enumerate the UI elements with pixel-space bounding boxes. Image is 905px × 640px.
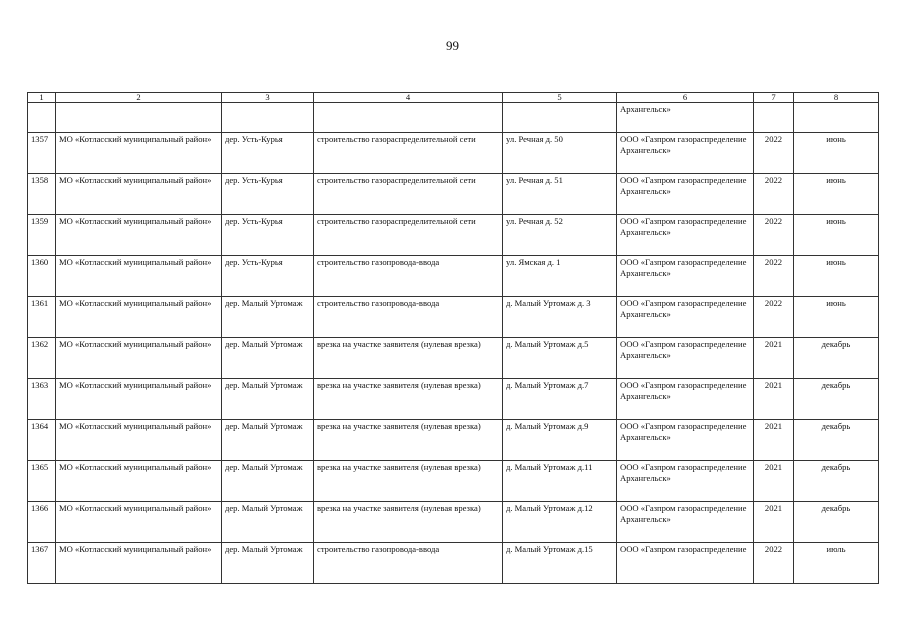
- cell-month: декабрь: [794, 379, 879, 420]
- cell-organization: ООО «Газпром газораспределение Архангельск»: [617, 502, 754, 543]
- cell-address: [503, 103, 617, 133]
- cell-month: июнь: [794, 256, 879, 297]
- table-row: [28, 256, 879, 297]
- cell-year: [754, 103, 794, 133]
- cell-organization: Архангельск»: [617, 103, 754, 133]
- column-number: 4: [314, 93, 503, 103]
- cell-number: 1367: [28, 543, 56, 584]
- page-number: 99: [446, 38, 459, 53]
- cell-month: июнь: [794, 215, 879, 256]
- cell-number: 1359: [28, 215, 56, 256]
- table-row: [28, 379, 879, 420]
- cell-year: 2021: [754, 461, 794, 502]
- cell-number: 1366: [28, 502, 56, 543]
- column-number: 7: [754, 93, 794, 103]
- cell-number: 1365: [28, 461, 56, 502]
- cell-work-type: строительство газораспределительной сети: [314, 215, 503, 256]
- cell-year: 2022: [754, 256, 794, 297]
- cell-municipality: МО «Котласский муниципальный район»: [56, 502, 222, 543]
- cell-year: 2022: [754, 297, 794, 338]
- cell-municipality: [56, 103, 222, 133]
- cell-municipality: МО «Котласский муниципальный район»: [56, 297, 222, 338]
- cell-settlement: дер. Малый Уртомаж: [222, 502, 314, 543]
- cell-organization: ООО «Газпром газораспределение: [617, 543, 754, 584]
- cell-address: д. Малый Уртомаж д. 3: [503, 297, 617, 338]
- cell-work-type: врезка на участке заявителя (нулевая врезка): [314, 461, 503, 502]
- cell-month: июнь: [794, 297, 879, 338]
- column-number: 5: [503, 93, 617, 103]
- cell-number: [28, 103, 56, 133]
- cell-municipality: МО «Котласский муниципальный район»: [56, 543, 222, 584]
- cell-settlement: дер. Малый Уртомаж: [222, 297, 314, 338]
- cell-work-type: врезка на участке заявителя (нулевая врезка): [314, 379, 503, 420]
- cell-work-type: [314, 103, 503, 133]
- gasification-table: [27, 92, 879, 584]
- cell-number: 1362: [28, 338, 56, 379]
- cell-organization: ООО «Газпром газораспределение Архангельск»: [617, 297, 754, 338]
- table-row: [28, 420, 879, 461]
- cell-organization: ООО «Газпром газораспределение Архангельск»: [617, 215, 754, 256]
- column-number: 2: [56, 93, 222, 103]
- cell-number: 1360: [28, 256, 56, 297]
- cell-number: 1357: [28, 133, 56, 174]
- cell-address: д. Малый Уртомаж д.15: [503, 543, 617, 584]
- cell-year: 2021: [754, 379, 794, 420]
- cell-work-type: строительство газопровода-ввода: [314, 256, 503, 297]
- cell-work-type: врезка на участке заявителя (нулевая врезка): [314, 502, 503, 543]
- table-row: [28, 133, 879, 174]
- cell-settlement: дер. Усть-Курья: [222, 215, 314, 256]
- cell-settlement: дер. Малый Уртомаж: [222, 543, 314, 584]
- cell-organization: ООО «Газпром газораспределение Архангельск»: [617, 174, 754, 215]
- cell-address: ул. Речная д. 50: [503, 133, 617, 174]
- cell-address: д. Малый Уртомаж д.7: [503, 379, 617, 420]
- cell-municipality: МО «Котласский муниципальный район»: [56, 461, 222, 502]
- cell-year: 2022: [754, 543, 794, 584]
- cell-year: 2022: [754, 133, 794, 174]
- table-row: [28, 215, 879, 256]
- table-row: [28, 461, 879, 502]
- cell-year: 2021: [754, 420, 794, 461]
- cell-organization: ООО «Газпром газораспределение Архангельск»: [617, 379, 754, 420]
- table-row: [28, 338, 879, 379]
- cell-organization: ООО «Газпром газораспределение Архангельск»: [617, 338, 754, 379]
- table-row: [28, 543, 879, 584]
- cell-year: 2022: [754, 215, 794, 256]
- cell-settlement: дер. Усть-Курья: [222, 256, 314, 297]
- cell-month: июнь: [794, 133, 879, 174]
- column-number: 3: [222, 93, 314, 103]
- cell-municipality: МО «Котласский муниципальный район»: [56, 215, 222, 256]
- cell-number: 1363: [28, 379, 56, 420]
- cell-address: ул. Речная д. 52: [503, 215, 617, 256]
- cell-address: д. Малый Уртомаж д.5: [503, 338, 617, 379]
- column-number: 8: [794, 93, 879, 103]
- cell-number: 1358: [28, 174, 56, 215]
- cell-address: д. Малый Уртомаж д.11: [503, 461, 617, 502]
- cell-work-type: врезка на участке заявителя (нулевая врезка): [314, 338, 503, 379]
- cell-address: д. Малый Уртомаж д.12: [503, 502, 617, 543]
- cell-municipality: МО «Котласский муниципальный район»: [56, 338, 222, 379]
- cell-month: декабрь: [794, 502, 879, 543]
- table-row: [28, 174, 879, 215]
- cell-number: 1361: [28, 297, 56, 338]
- cell-number: 1364: [28, 420, 56, 461]
- cell-work-type: строительство газораспределительной сети: [314, 174, 503, 215]
- column-number-row: [28, 93, 879, 103]
- cell-settlement: дер. Малый Уртомаж: [222, 461, 314, 502]
- cell-work-type: строительство газопровода-ввода: [314, 543, 503, 584]
- cell-month: июнь: [794, 174, 879, 215]
- cell-month: декабрь: [794, 461, 879, 502]
- cell-work-type: строительство газораспределительной сети: [314, 133, 503, 174]
- cell-settlement: дер. Малый Уртомаж: [222, 379, 314, 420]
- cell-year: 2021: [754, 502, 794, 543]
- table-row: [28, 502, 879, 543]
- cell-municipality: МО «Котласский муниципальный район»: [56, 379, 222, 420]
- cell-settlement: дер. Малый Уртомаж: [222, 420, 314, 461]
- cell-settlement: дер. Усть-Курья: [222, 174, 314, 215]
- cell-address: ул. Речная д. 51: [503, 174, 617, 215]
- cell-municipality: МО «Котласский муниципальный район»: [56, 133, 222, 174]
- cell-organization: ООО «Газпром газораспределение Архангельск»: [617, 420, 754, 461]
- cell-address: ул. Ямская д. 1: [503, 256, 617, 297]
- cell-month: июль: [794, 543, 879, 584]
- cell-organization: ООО «Газпром газораспределение Архангельск»: [617, 256, 754, 297]
- cell-municipality: МО «Котласский муниципальный район»: [56, 420, 222, 461]
- cell-municipality: МО «Котласский муниципальный район»: [56, 174, 222, 215]
- table-row: [28, 297, 879, 338]
- cell-settlement: дер. Малый Уртомаж: [222, 338, 314, 379]
- cell-settlement: [222, 103, 314, 133]
- cell-organization: ООО «Газпром газораспределение Архангельск»: [617, 133, 754, 174]
- cell-month: [794, 103, 879, 133]
- column-number: 6: [617, 93, 754, 103]
- cell-work-type: врезка на участке заявителя (нулевая врезка): [314, 420, 503, 461]
- cell-month: декабрь: [794, 420, 879, 461]
- cell-organization: ООО «Газпром газораспределение Архангельск»: [617, 461, 754, 502]
- cell-address: д. Малый Уртомаж д.9: [503, 420, 617, 461]
- cell-work-type: строительство газопровода-ввода: [314, 297, 503, 338]
- cell-municipality: МО «Котласский муниципальный район»: [56, 256, 222, 297]
- cell-month: декабрь: [794, 338, 879, 379]
- cell-settlement: дер. Усть-Курья: [222, 133, 314, 174]
- column-number: 1: [28, 93, 56, 103]
- cell-year: 2022: [754, 174, 794, 215]
- continuation-row: [28, 103, 879, 133]
- cell-year: 2021: [754, 338, 794, 379]
